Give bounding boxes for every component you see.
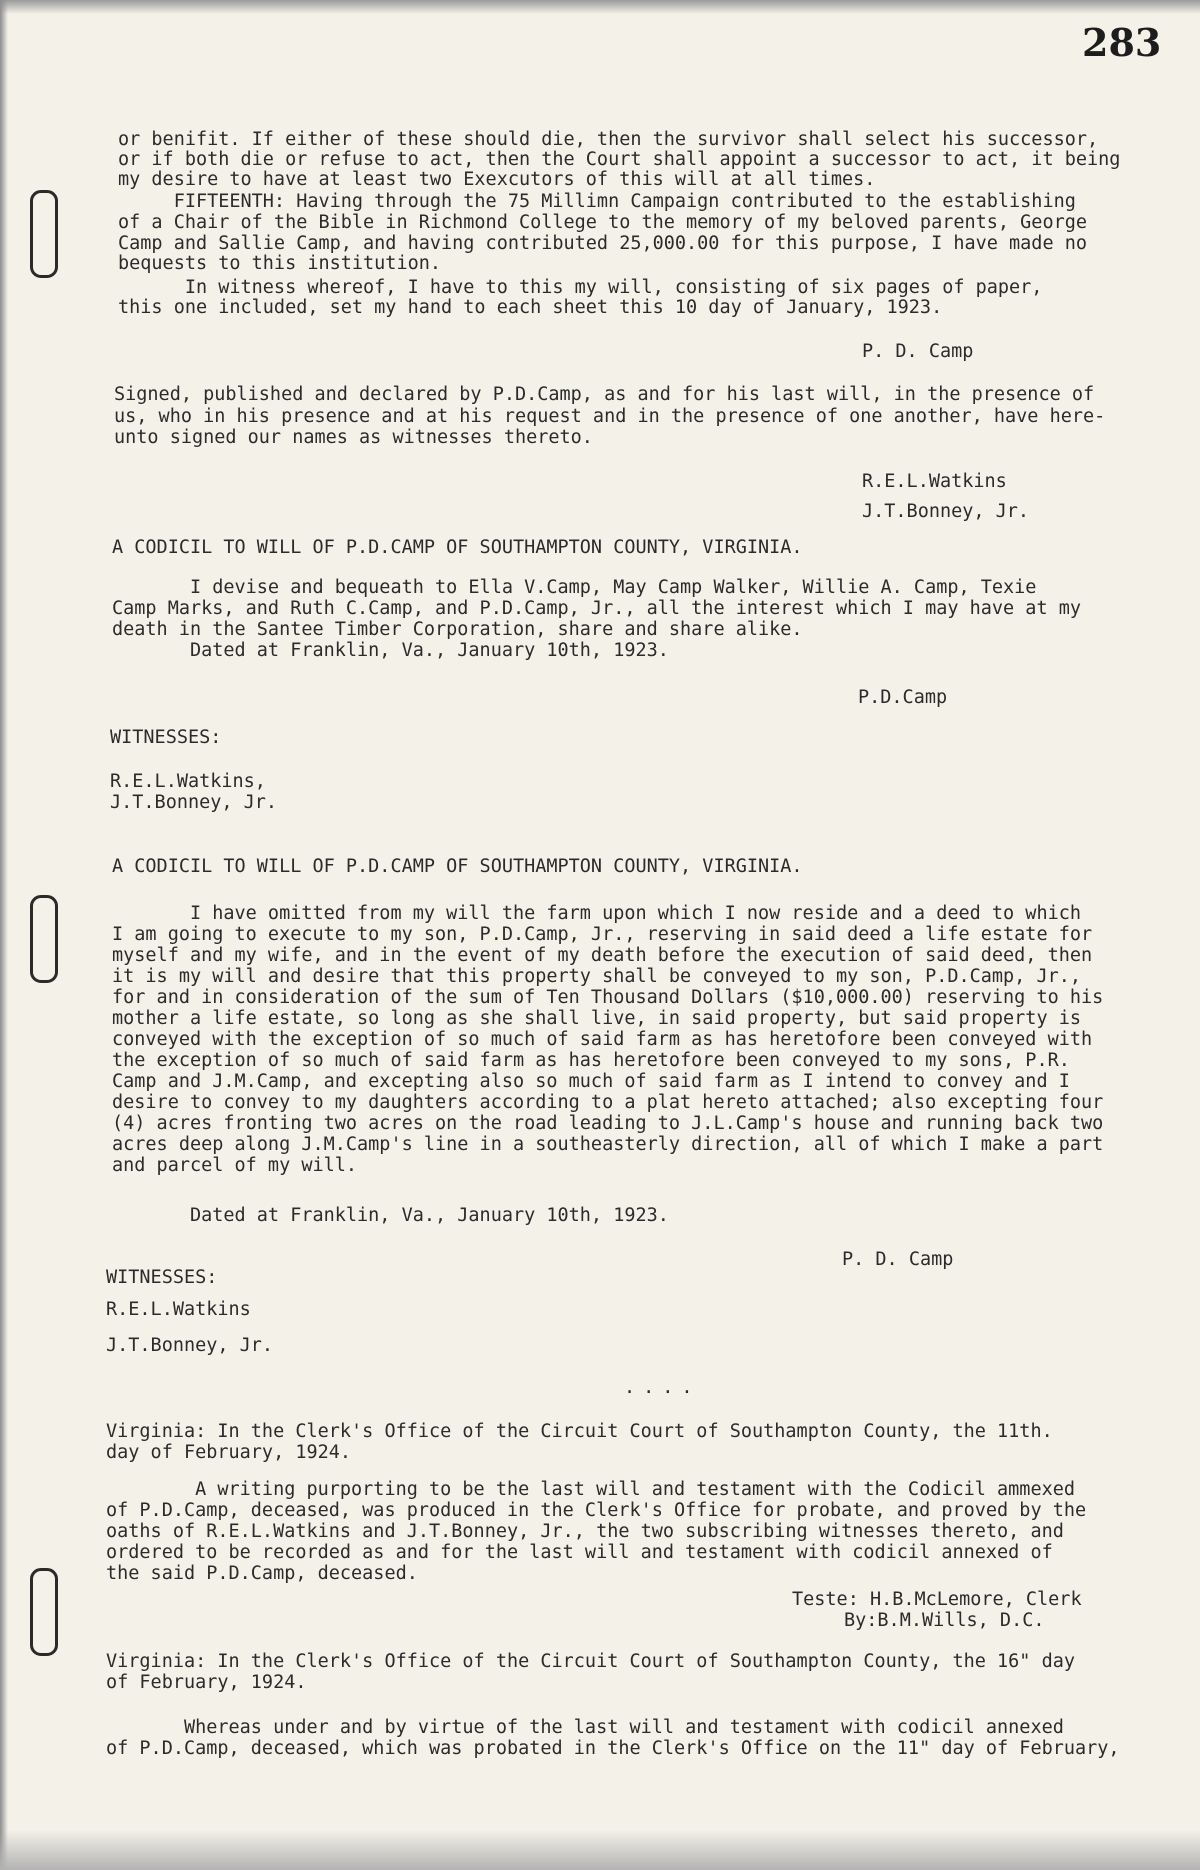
- codicil-2-line: desire to convey to my daughters according to a plat hereto attached; also excepting four: [112, 1092, 1104, 1113]
- codicil-2-line: the exception of so much of said farm as has heretofore been conveyed to my sons, P.R.: [112, 1050, 1070, 1071]
- attestation-line: unto signed our names as witnesses thereto.: [114, 427, 593, 448]
- codicil-2-line: I have omitted from my will the farm upon which I now reside and a deed to which: [112, 903, 1082, 924]
- codicil-2-line: mother a life estate, so long as she shall live, in said property, but said property is: [112, 1008, 1082, 1029]
- codicil-1-line: I devise and bequeath to Ella V.Camp, May Camp Walker, Willie A. Camp, Texie: [112, 577, 1037, 598]
- witnesses-label: WITNESSES:: [106, 1267, 218, 1288]
- binder-hole-top: [30, 190, 58, 278]
- probate-line: day of February, 1924.: [106, 1442, 352, 1463]
- intro-line: or benifit. If either of these should die, then the survivor shall select his successor,: [118, 129, 1099, 150]
- section-separator: ....: [624, 1377, 701, 1398]
- codicil-2-line: myself and my wife, and in the event of my death before the execution of said deed, then: [112, 945, 1093, 966]
- codicil-2-witness: J.T.Bonney, Jr.: [106, 1335, 274, 1356]
- codicil-1-witness: J.T.Bonney, Jr.: [110, 792, 278, 813]
- codicil-2-line: acres deep along J.M.Camp's line in a southeasterly direction, all of which I make a part: [112, 1134, 1104, 1155]
- fifteenth-line: of a Chair of the Bible in Richmond College to the memory of my beloved parents, George: [118, 212, 1088, 233]
- codicil-2-line: I am going to execute to my son, P.D.Camp, Jr., reserving in said deed a life estate for: [112, 924, 1093, 945]
- witness-clause-line: this one included, set my hand to each sheet this 10 day of January, 1923.: [118, 297, 943, 318]
- codicil-1-dated: Dated at Franklin, Va., January 10th, 1923.: [112, 640, 669, 661]
- teste-clerk: Teste: H.B.McLemore, Clerk: [792, 1589, 1082, 1610]
- probate-line: Virginia: In the Clerk's Office of the Circuit Court of Southampton County, the 16" day: [106, 1651, 1076, 1672]
- probate-line: Virginia: In the Clerk's Office of the Circuit Court of Southampton County, the 11th.: [106, 1421, 1053, 1442]
- codicil-2-dated: Dated at Franklin, Va., January 10th, 1923.: [112, 1205, 669, 1226]
- fifteenth-line: bequests to this institution.: [118, 253, 442, 274]
- codicil-2-line: Camp and J.M.Camp, and excepting also so much of said farm as I intend to convey and I: [112, 1071, 1070, 1092]
- attestation-line: us, who in his presence and at his request and in the presence of one another, have here-: [114, 406, 1106, 427]
- probate-line: of February, 1924.: [106, 1672, 307, 1693]
- probate-line: of P.D.Camp, deceased, was produced in the Clerk's Office for probate, and proved by the: [106, 1500, 1087, 1521]
- codicil-2-witness: R.E.L.Watkins: [106, 1299, 251, 1320]
- witness-clause-line: In witness whereof, I have to this my will, consisting of six pages of paper,: [118, 277, 1043, 298]
- codicil-2-heading: A CODICIL TO WILL OF P.D.CAMP OF SOUTHAMPTON COUNTY, VIRGINIA.: [112, 856, 803, 877]
- codicil-1-signature: P.D.Camp: [858, 687, 948, 708]
- testator-signature: P. D. Camp: [862, 341, 974, 362]
- intro-line: or if both die or refuse to act, then the Court shall appoint a successor to act, it being: [118, 149, 1121, 170]
- page-number: 283: [1082, 20, 1162, 65]
- teste-deputy: By:B.M.Wills, D.C.: [844, 1610, 1045, 1631]
- probate-line: oaths of R.E.L.Watkins and J.T.Bonney, Jr., the two subscribing witnesses thereto, and: [106, 1521, 1064, 1542]
- codicil-1-line: Camp Marks, and Ruth C.Camp, and P.D.Camp, Jr., all the interest which I may have at my: [112, 598, 1082, 619]
- page-edge-top-shadow: [0, 0, 1200, 14]
- codicil-1-witness: R.E.L.Watkins,: [110, 771, 266, 792]
- probate-line: ordered to be recorded as and for the last will and testament with codicil annexed of: [106, 1542, 1053, 1563]
- intro-line: my desire to have at least two Exexcutors of this will at all times.: [118, 169, 876, 190]
- codicil-1-line: death in the Santee Timber Corporation, share and share alike.: [112, 619, 803, 640]
- probate-line: the said P.D.Camp, deceased.: [106, 1563, 418, 1584]
- attestation-line: Signed, published and declared by P.D.Camp, as and for his last will, in the presence of: [114, 384, 1095, 405]
- fifteenth-line: Camp and Sallie Camp, and having contributed 25,000.00 for this purpose, I have made no: [118, 233, 1088, 254]
- witnesses-label: WITNESSES:: [110, 727, 222, 748]
- probate-line: of P.D.Camp, deceased, which was probated in the Clerk's Office on the 11" day of February,: [106, 1738, 1120, 1759]
- fifteenth-line: FIFTEENTH: Having through the 75 Millimn Campaign contributed to the establishing: [118, 191, 1076, 212]
- codicil-2-signature: P. D. Camp: [842, 1249, 954, 1270]
- probate-line: Whereas under and by virtue of the last will and testament with codicil annexed: [106, 1717, 1064, 1738]
- codicil-2-line: for and in consideration of the sum of Ten Thousand Dollars ($10,000.00) reserving to his: [112, 987, 1104, 1008]
- page-edge-bottom-shadow: [0, 1830, 1200, 1870]
- codicil-1-heading: A CODICIL TO WILL OF P.D.CAMP OF SOUTHAMPTON COUNTY, VIRGINIA.: [112, 537, 803, 558]
- witness-signature: R.E.L.Watkins: [862, 471, 1007, 492]
- witness-signature: J.T.Bonney, Jr.: [862, 501, 1030, 522]
- binder-hole-middle: [30, 895, 58, 983]
- probate-line: A writing purporting to be the last will and testament with the Codicil ammexed: [106, 1479, 1076, 1500]
- binder-hole-bottom: [30, 1568, 58, 1656]
- codicil-2-line: and parcel of my will.: [112, 1155, 358, 1176]
- codicil-2-line: (4) acres fronting two acres on the road leading to J.L.Camp's house and running back two: [112, 1113, 1104, 1134]
- codicil-2-line: conveyed with the exception of so much of said farm as has heretofore been conveyed with: [112, 1029, 1093, 1050]
- page-edge-left-shadow: [0, 0, 8, 1870]
- codicil-2-line: it is my will and desire that this property shall be conveyed to my son, P.D.Camp, Jr.,: [112, 966, 1082, 987]
